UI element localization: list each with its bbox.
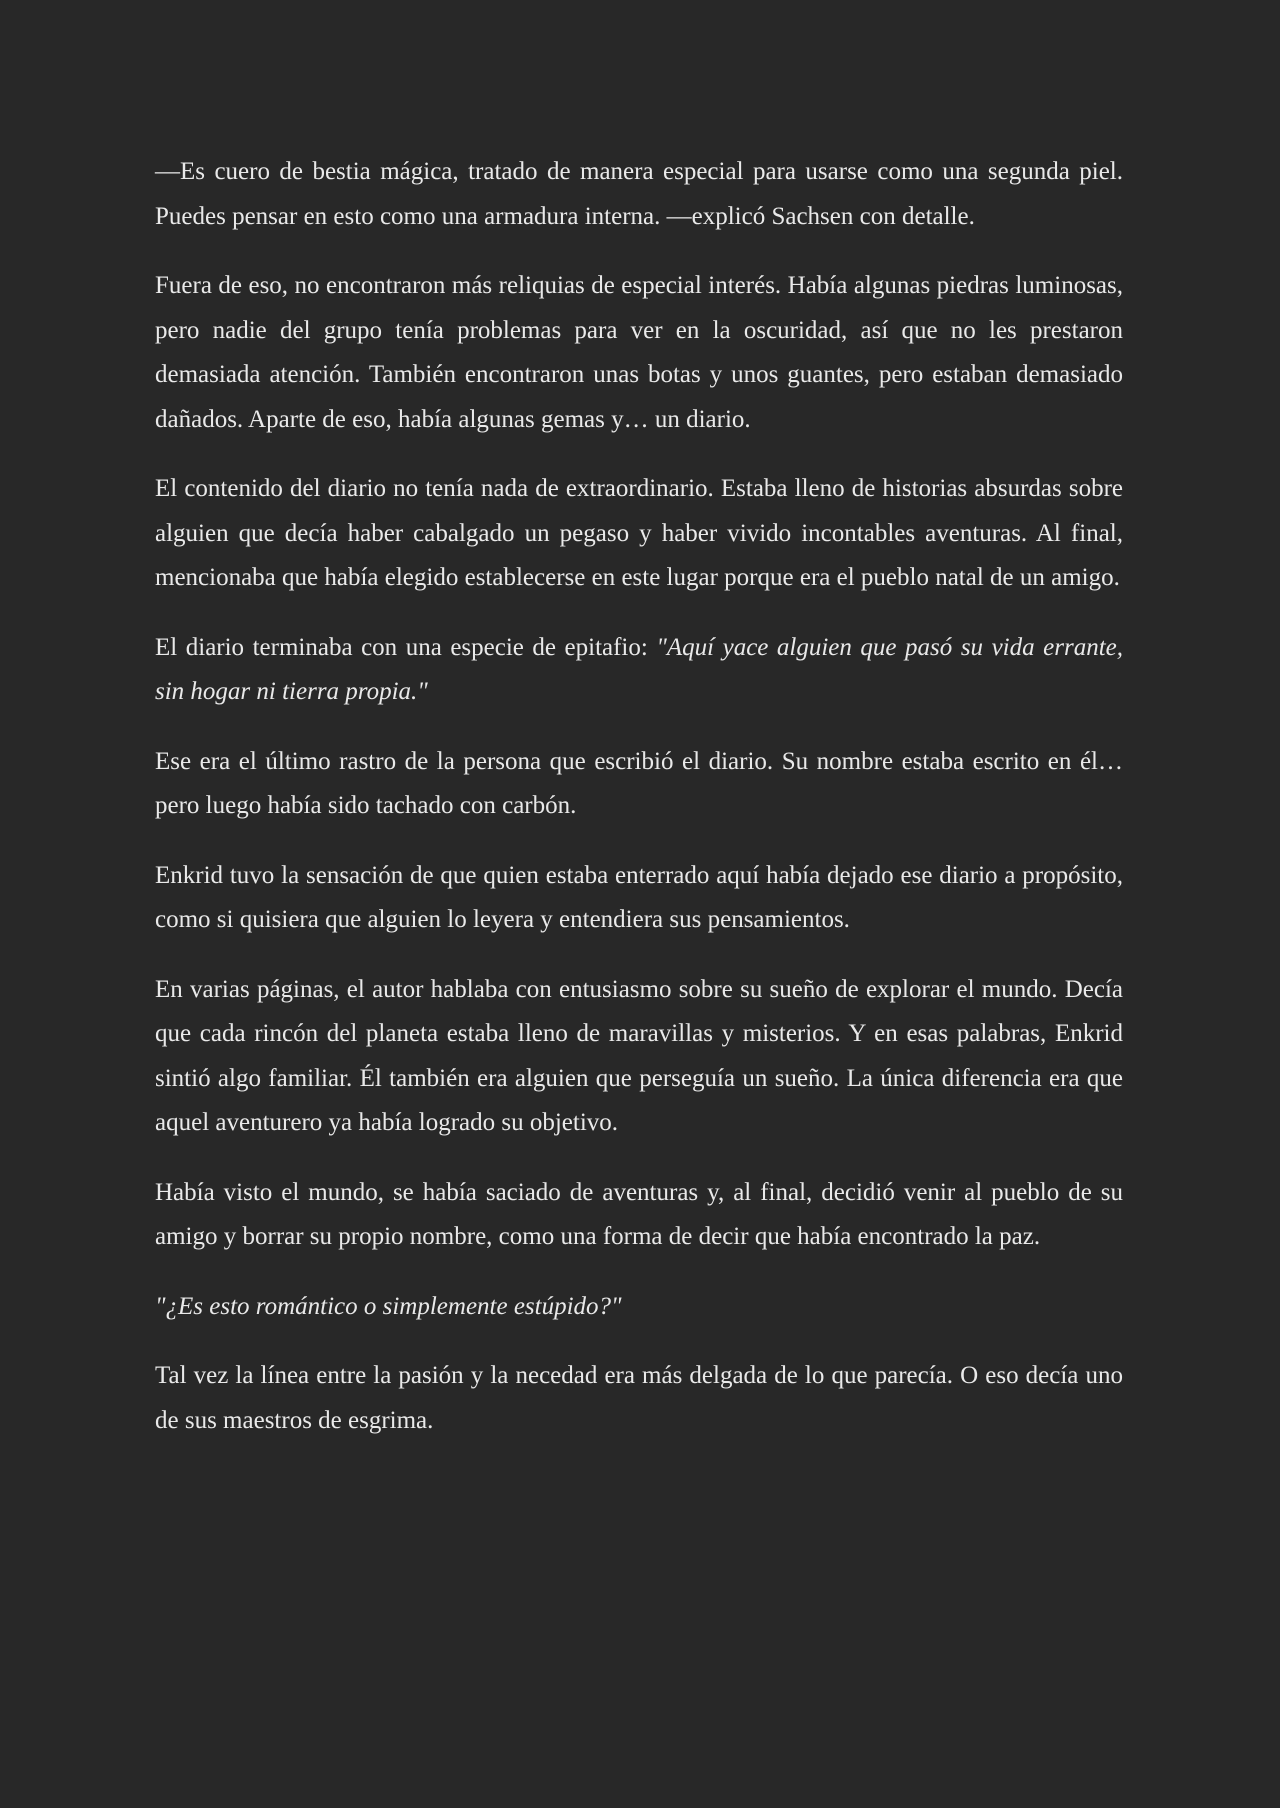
paragraph-text: Fuera de eso, no encontraron más reliquias de especial interés. Había algunas piedras luminosas, pero nadie del grupo tenía problemas para ver en la oscuridad, así que no les prestaron demasiada atención. También encontraron unas botas y unos guantes, pero estaban demasiado dañados. Aparte de eso, había algunas gemas y… un diario. [155, 272, 1123, 433]
paragraph-text: El diario terminaba con una especie de epitafio: [155, 633, 657, 661]
paragraph-text: Había visto el mundo, se había saciado de aventuras y, al final, decidió venir al pueblo de su amigo y borrar su propio nombre, como una forma de decir que había encontrado la paz. [155, 1178, 1123, 1250]
paragraph [155, 264, 1123, 442]
paragraph [155, 854, 1123, 943]
paragraph [155, 740, 1123, 829]
thought-paragraph [155, 1285, 1123, 1330]
epitaph-quote: "Aquí yace alguien que pasó su vida errante, sin hogar ni tierra propia." [155, 633, 1123, 705]
paragraph [155, 1354, 1123, 1443]
paragraph [155, 467, 1123, 601]
paragraph [155, 626, 1123, 715]
paragraph-text: En varias páginas, el autor hablaba con entusiasmo sobre su sueño de explorar el mundo. Decía que cada rincón del planeta estaba lleno de maravillas y misterios. Y en esas palabras, Enkrid sintió algo familiar. Él también era alguien que perseguía un sueño. La única diferencia era que aquel aventurero ya había logrado su objetivo. [155, 975, 1123, 1136]
paragraph [155, 1171, 1123, 1260]
reader-page [155, 150, 1123, 1468]
paragraph-text: Tal vez la línea entre la pasión y la necedad era más delgada de lo que parecía. O eso decía uno de sus maestros de esgrima. [155, 1362, 1123, 1434]
paragraph [155, 968, 1123, 1146]
paragraph [155, 150, 1123, 239]
inner-thought: "¿Es esto romántico o simplemente estúpido?" [155, 1292, 622, 1320]
paragraph-text: —Es cuero de bestia mágica, tratado de manera especial para usarse como una segunda piel. Puedes pensar en esto como una armadura interna. —explicó Sachsen con detalle. [155, 158, 1123, 230]
paragraph-text: Ese era el último rastro de la persona que escribió el diario. Su nombre estaba escrito en él… pero luego había sido tachado con carbón. [155, 747, 1123, 819]
paragraph-text: El contenido del diario no tenía nada de extraordinario. Estaba lleno de historias absurdas sobre alguien que decía haber cabalgado un pegaso y haber vivido incontables aventuras. Al final, mencionaba que había elegido establecerse en este lugar porque era el pueblo natal de un amigo. [155, 475, 1123, 591]
paragraph-text: Enkrid tuvo la sensación de que quien estaba enterrado aquí había dejado ese diario a propósito, como si quisiera que alguien lo leyera y entendiera sus pensamientos. [155, 861, 1123, 933]
